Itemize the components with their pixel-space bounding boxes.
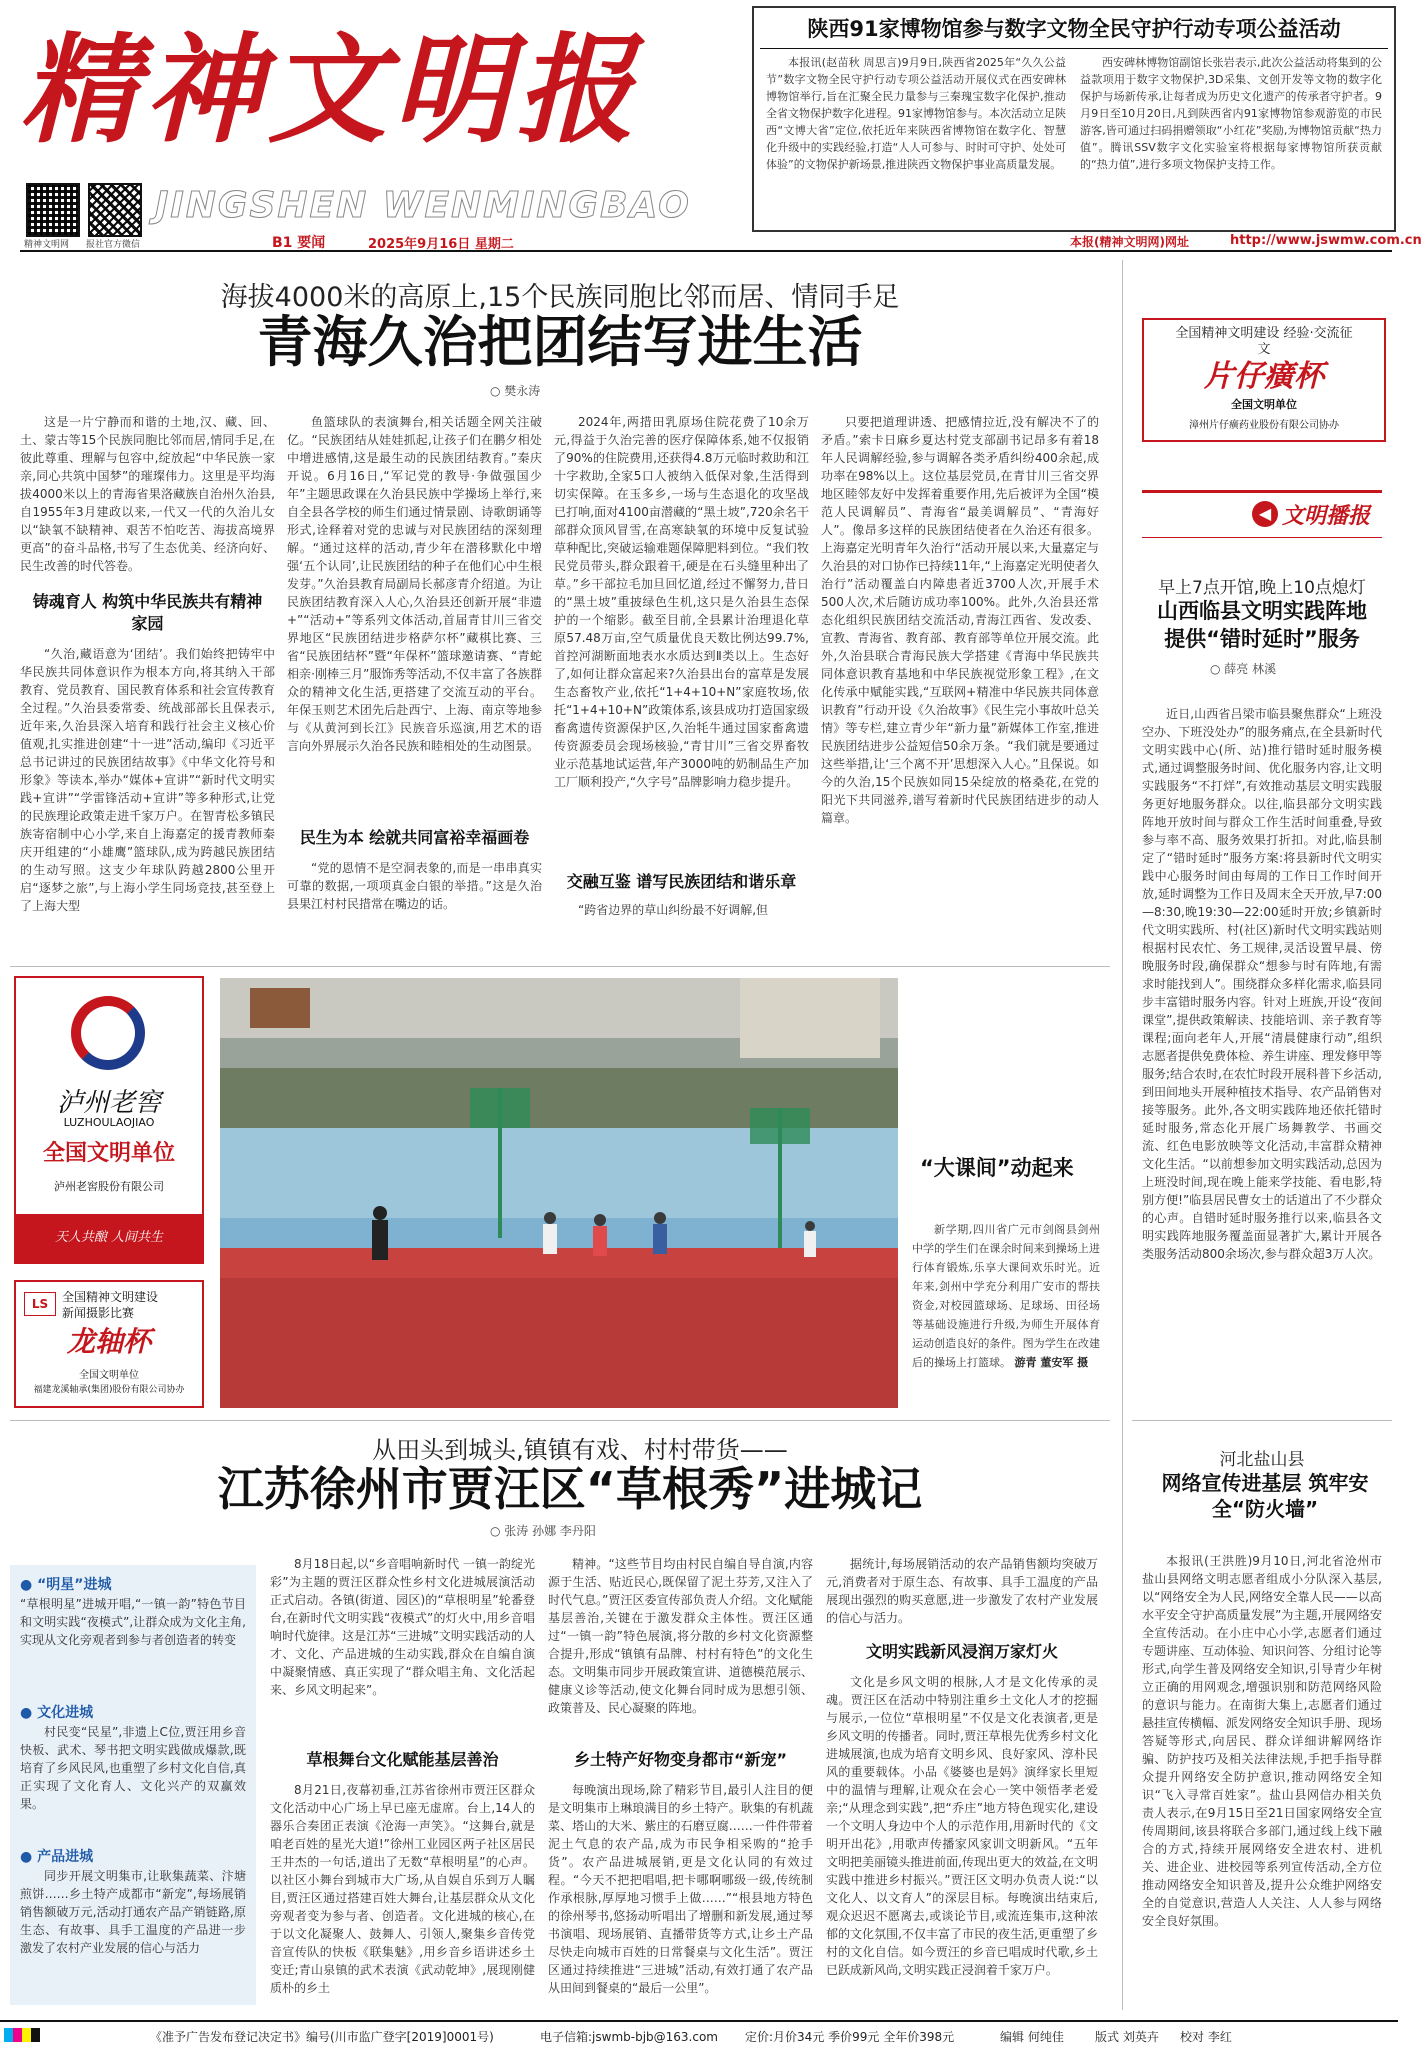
- qr-code-2[interactable]: [88, 183, 142, 237]
- photo-caption: [912, 1220, 1100, 1410]
- photo-credit: 游青 董安军 摄: [1014, 1356, 1089, 1369]
- pianzaihuang-name: 片仔癀杯: [1204, 359, 1324, 394]
- edition-bar: [20, 230, 1422, 252]
- second-kicker: 从田头到城头,镇镇有戏、村村带货——: [372, 1436, 788, 1464]
- website-url[interactable]: http://www.jswmw.com.cn: [1230, 233, 1422, 248]
- second-col-3: [826, 1555, 1098, 2015]
- lead-col3-para: 2024年,两措田乳原场住院花费了10余万元,得益于久治完善的医疗保障体系,她不仅报销了90%的住院费用,还获得4.8万元临时救助和江十字救助,全家5口人被纳入低保对象,生活得到切实保障。在玉多乡,一场与生态退化的攻坚战已打响,面对4100亩潜藏的“黑土坡”,720余名干部群众顶风冒雪,在高寒缺氧的环境中反复试验草种配比,突破运输难题保障肥料到位。“我们牧民党员带头,群众跟着干,硬是在石头缝里种出了草。”乡干部拉毛加旦回忆道,经过不懈努力,昔日的“黑土坡”重披绿色生机,这只是久治县生态保护的一个缩影。截至目前,全县累计治理退化草原57.48万亩,空气质量优良天数比例达99.7%,首控河湖断面地表水水质达到Ⅱ类以上。生态好了,如何让群众富起来?久治县出台的富草是发展生态畜牧产业,依托“1+4+10+N”家庭牧场,依托“1+4+10+N”政策体系,该县成功打造国家级畜禽遗传资源保护区,久治牦牛通过国家畜禽遗传资源委员会现场核验,“青甘川”三省交界畜牧业示范基地试运营,年产3000吨的奶制品生产加工厂顺利投产,“久字号”品牌影响力稳步提升。: [554, 415, 809, 789]
- sidebar-title-2: 文化进城: [37, 1705, 94, 1721]
- lead-col-1: [20, 413, 275, 953]
- qr-label-1: 精神文明网: [24, 240, 70, 250]
- lead-col3-subhead: 交融互鉴 谱写民族团结和谐乐章: [566, 872, 797, 891]
- footer-license: 《准予广告发布登记决定书》编号(川市监广登字[2019]0001号): [150, 2030, 494, 2044]
- story2-kicker: 河北盐山县: [1219, 1450, 1305, 1470]
- second-col-2: [548, 1555, 813, 2015]
- second-byline-text: 张涛 孙娜 李丹阳: [504, 1524, 596, 1538]
- sidebar-item-2-title: ● 文化进城: [20, 1705, 94, 1721]
- lead-byline: ○ 樊永涛: [490, 384, 541, 398]
- footer-price: 定价:月价34元 季价99元 全年价398元: [745, 2030, 955, 2044]
- second-byline: ○ 张涛 孙娜 李丹阳: [490, 1524, 596, 1538]
- story2-body: 本报讯(王洪胜)9月10日,河北省沧州市盐山县网络文明志愿者组成小分队深入基层,以“网络安全为人民,网络安全靠人民——以高水平安全守护高质量发展”为主题,开展网络安全宣传活动。在小庄中心小学,志愿者们通过专题讲座、互动体验、知识问答、分组讨论等形式,向学生普及网络安全知识,引导青少年树立正确的用网观念,增强识别和防范网络风险的意识与能力。在南街大集上,志愿者们通过悬挂宣传横幅、派发网络安全知识手册、现场答疑等形式,向居民、群众详细讲解网络诈骗、防护技巧及相关法律法规,手把手指导群众提升网络安全防护意识,推动网络安全知识“飞入寻常百姓家”。盐山县网信办相关负责人表示,在9月15日至21日国家网络安全宣传周期间,该县将联合多部门,通过线上线下融合的方式,持续开展网络安全进农村、进机关、进企业、进校园等系列宣传活动,全方位推动网络安全知识普及,提升公众维护网络安全的自觉意识,营造人人关注、人人参与网络安全良好氛围。: [1142, 1554, 1383, 1928]
- pianzaihuang-top: 全国精神文明建设 经验·交流征文: [1175, 326, 1353, 357]
- second-col-1: [270, 1555, 535, 2015]
- top-story-col2: 西安碑林博物馆副馆长张岩表示,此次公益活动将集到的公益款项用于数字文物保护,3D采集、文创开发等文物的数字化保护与场新传承,让每者成为历史文化遗产的传承者守护者。9月9日至10月20日,凡到陕西省内91家博物馆参观游览的市民游客,皆可通过扫码捐赠领取“小红花”奖励,为博物馆贡献“热力值”。腾讯SSV数字文化实验室将根据每家博物馆所获贡献的“热力值”,进行多项文物保护支持工作。: [1080, 56, 1382, 171]
- lead-col1-subhead: 铸魂育人 构筑中华民族共有精神家园: [32, 592, 263, 633]
- lead-col3-para2: “跨省边界的草山纠纷最不好调解,但: [578, 903, 769, 917]
- pianzaihuang-unit: 全国文明单位: [1231, 398, 1297, 411]
- photo-top-divider: [10, 966, 1110, 967]
- lead-col2-para: 鱼篮球队的表演舞台,相关话题全网关注破亿。“民族团结从娃娃抓起,让孩子们在鹏夕相处中增进感情,这是最生动的民族团结教育。”秦庆开说。6月16日,“军记党的教导·争做强国少年”主题思政课在久治县民族中学操场上举行,来自全县各学校的师生们通过情景剧、诗歌朗诵等形式,诠释着对党的忠诚与对民族团结的深刻理解。“通过这样的活动,青少年在潜移默化中增强‘五个认同’,让民族团结的种子在他们心中生根发芽。”久治县教育局副局长郝彦青介绍道。为让民族团结教育深入人心,久治县还创新开展“非遗+”“活动+”等系列文体活动,首届青甘川三省交界地区“民族团结进步格萨尔杯”藏棋比赛、三省“民族团结杯”暨“年保杯”篮球邀请赛、“青蛇相亲·刚棒三月”服饰秀等活动,不仅丰富了各族群众的精神文化生活,更搭建了交流互动的平台。年保玉则艺术团先后赴西宁、上海、南京等地参与《从黄河到长江》民族音乐巡演,用艺术的语言向外界展示久治各民族和睦相处的生动图景。: [287, 415, 542, 753]
- luzhou-logo: [71, 996, 145, 1070]
- lead-col-2: [287, 413, 542, 953]
- pianzaihuang-company: 漳州片仔癀药业股份有限公司协办: [1189, 420, 1339, 431]
- footer-proof: 校对 李红: [1180, 2030, 1232, 2044]
- longzhou-sub: 全国文明单位: [79, 1370, 139, 1381]
- lead-headline: 青海久治把团结写进生活: [257, 310, 863, 374]
- luzhou-company: 泸州老窖股份有限公司: [54, 1180, 164, 1193]
- wenming-banner: [1142, 490, 1382, 538]
- sidebar-item-2: [20, 1703, 246, 1813]
- edition-label: B1 要闻: [272, 235, 326, 251]
- photo-caption-text: 新学期,四川省广元市剑阁县剑州中学的学生们在课余时间来到操场上进行体育锻炼,乐享大课间欢乐时光。近年来,剑州中学充分利用广安市的帮扶资金,对校园篮球场、足球场、田径场等基础设施进行升级,为师生开展体育运动创造良好的条件。图为学生在改建后的操场上打篮球。: [912, 1223, 1100, 1369]
- lead-right-divider: [1122, 260, 1123, 2010]
- top-story-box: [752, 6, 1396, 232]
- sidebar-item-3-text: 同步开展文明集市,让耿集蔬菜、汴塘煎饼……乡土特产成都市“新宠”,每场展销销售额破万元,活动打通农产品产销链路,原生态、有故事、具手工温度的产品进一步激发了农村产业发展的信心与活力: [20, 1869, 246, 1955]
- story1-headline: 山西临县文明实践阵地提供“错时延时”服务: [1157, 599, 1367, 651]
- news-photo: [220, 978, 898, 1408]
- longzhou-name: 龙轴杯: [66, 1325, 151, 1358]
- second-col2-subhead: 乡土特产好物变身都市“新宠”: [573, 1750, 788, 1769]
- masthead: [20, 15, 750, 265]
- lead-col-3: [554, 413, 809, 953]
- lead-col-4: [821, 413, 1099, 953]
- story1-kicker: 早上7点开馆,晚上10点熄灯: [1158, 578, 1366, 598]
- luzhou-brand-en: LUZHOULAOJIAO: [63, 1116, 155, 1129]
- second-col3-subhead: 文明实践新风浸润万家灯火: [865, 1642, 1058, 1661]
- footer-bar: [0, 2020, 1398, 2050]
- lead-byline-text: 樊永涛: [504, 384, 541, 398]
- website-label: 本报(精神文明网)网址: [1070, 235, 1189, 249]
- top-story-title: 陕西91家博物馆参与数字文物全民守护行动专项公益活动: [807, 17, 1341, 41]
- longzhou-ad[interactable]: [14, 1280, 204, 1408]
- footer-layout: 版式 刘英卉: [1095, 2030, 1159, 2044]
- second-headline: 江苏徐州市贾汪区“草根秀”进城记: [217, 1462, 923, 1516]
- second-col3-para2: 文化是乡风文明的根脉,人才是文化传承的灵魂。贾汪区在活动中特别注重乡土文化人才的挖掘与展示,一位位“草根明星”不仅是文化表演者,更是乡风文明的传播者。同时,贾汪草根先优秀乡村文化进城展演,也成为培育文明乡风、良好家风、淳朴民风的重要载体。小品《婆婆也是妈》演绎家长里短中的温情与理解,让观众在会心一笑中领悟孝老爱亲;“从理念到实践”,把“乔庄”地方特色现实化,建设一个文明人身边中个人的示范作用,用新时代的《文明开出花》,用歌声传播家风家训文明新风。“五年文明把美丽镜头推进前面,传现出更大的效益,在文明实践中推进乡村振兴。”贾汪区文明办负责人说:“以文化人、以文育人”的深层目标。每晚演出结束后,观众迟迟不愿离去,或谈论节目,或流连集市,这种浓郁的文化氛围,不仅丰富了市民的夜生活,更重塑了乡村的文化自信。如今贾汪的乡音已唱成时代歌,乡土已跃成新风尚,文明实践正浸润着千家万户。: [826, 1675, 1098, 1977]
- footer-email: 电子信箱:jswmb-bjb@163.com: [540, 2030, 718, 2044]
- longzhou-top2: 新闻摄影比赛: [62, 1306, 135, 1320]
- sidebar-title-1: “明星”进城: [37, 1577, 112, 1593]
- masthead-title: 精神文明报: [20, 20, 641, 159]
- lead-col4-para: 只要把道理讲透、把感情拉近,没有解决不了的矛盾。”索卡日麻乡夏达村党支部副书记昂多有着18年人民调解经验,参与调解各类矛盾纠纷400余起,成功率在98%以上。这位基层党员,在青甘川三省交界地区睦邻友好中发挥着重要作用,先后被评为全国“模范人民调解员”、青海省“最美调解员”、“青海好人”。像昂多这样的民族团结使者在久治还有很多。上海嘉定光明青年久治行“活动开展以来,大量嘉定与久治县的对口协作已持续11年,“上海嘉定光明使者久治行”活动覆盖白内障患者近3700人次,开展手术500人次,术后随访成功率100%。此外,久治县还常态化组织民族团结交流活动,青海江西省、发改委、宣教、青海省、教育部、教育部等单位开展交流。此外,久治县联合青海民族大学搭建《青海中华民族共同体意识教育基地和中华民族视觉形象工程》,在文化传承中赋能实践,“互联网+精准中华民族共同体意识教育”行动开设《久治故事》《民生完小事故叶总关情》等专栏,建立青少年“新力量”新媒体工作室,推进民族团结进步公益短信50余万条。“我们就是要通过这些举措,让‘三个离不开’思想深入人心。”且保说。如今的久治,15个民族如同15朵绽放的格桑花,在党的阳光下共同滋养,谱写着新时代民族团结进步的动人篇章。: [821, 415, 1099, 825]
- story2-headline: 网络宣传进基层 筑牢安全“防火墙”: [1161, 1471, 1369, 1521]
- longzhou-company: 福建龙溪轴承(集团)股份有限公司协办: [33, 1385, 185, 1395]
- pianzaihuang-ad[interactable]: [1142, 318, 1386, 442]
- right-col-divider: [1132, 1420, 1392, 1421]
- edition-date: 2025年9月16日 星期二: [368, 237, 514, 252]
- lead-col2-subhead: 民生为本 绘就共同富裕幸福画卷: [299, 828, 530, 847]
- qr-code-1[interactable]: [26, 183, 80, 237]
- lead-col1-para: 这是一片宁静而和谐的土地,汉、藏、回、土、蒙古等15个民族同胞比邻而居,情同手足,在彼此尊重、理解与包容中,绽放起“中华民族一家亲,同心共筑中国梦”的璀璨伟力。这里是平均海拔4000米以上的青海省果洛藏族自治州久治县,自1955年3月建政以来,一代又一代的久治儿女以“缺氧不缺精神、艰苦不怕吃苦、海拔高境界更高”的奋斗品格,书写了生态优美、经济向好、民生改善的时代答卷。: [20, 415, 275, 573]
- longzhou-logo: LS: [24, 1292, 56, 1316]
- second-col2-para2: 每晚演出现场,除了精彩节目,最引人注目的便是文明集市上琳琅满目的乡土特产。耿集的有机蔬菜、塔山的大米、紫庄的石磨豆腐……一件件带着泥土气息的农产品,成为市民争相采购的“抢手货”。农产品进城展销,更是文化认同的有效过程。“今天不把把唱唱,把卡哪啊哪级一级,传统制作承根脉,厚厚地习惯手上做……”“根县地方特色的徐州琴书,悠扬动听唱出了增删和新发展,通过琴书演唱、现场展销、直播带货等方式,让乡土产品尽快走向城市百姓的日常餐桌与文化生活”。贾汪区通过持续推进“三进城”活动,有效打通了农产品从田间到餐桌的“最后一公里”。: [548, 1783, 813, 1995]
- story1-byline: ○ 薛亮 林溪: [1210, 662, 1277, 676]
- lead-col1-para2: “久治,藏语意为‘团结’。我们始终把铸牢中华民族共同体意识作为根本方向,将其纳入干部教育、党员教育、国民教育体系和社会宣传教育全过程。”久治县委常委、统战部部长且保表示,近年来,久治县深入培育和践行社会主义核心价值观,扎实推进创建“十一进”活动,编印《习近平总书记讲过的民族团结故事》《中华文化符号和形象》等读本,举办“媒体+宣讲”“新时代文明实践+宣讲”“学雷锋活动+宣讲”等多种形式,让党的民族理论政策走进千家万户。在智青松多镇民族寄宿制中心小学,来自上海嘉定的援青教师秦庆开组建的“小雄鹰”篮球队,成为跨越民族团结的生动写照。这支少年球队跨越2800公里开启“逐梦之旅”,与上海小学生同场竞技,甚至登上了上海大型: [20, 647, 275, 913]
- qr-label-2: 报社官方微信: [86, 240, 141, 250]
- longzhou-top1: 全国精神文明建设: [62, 1290, 159, 1304]
- sidebar-item-1: [20, 1575, 246, 1649]
- basketball-court-photo: [220, 978, 898, 1408]
- second-col1-subhead: 草根舞台文化赋能基层善治: [306, 1750, 499, 1769]
- top-story-col1: 本报讯(赵苗秋 周思言)9月9日,陕西省2025年“久久公益节”数字文物全民守护行动专项公益活动开展仪式在西安碑林博物馆举行,旨在汇聚全民力量参与三秦瑰宝数字化保护,推动全省文物保护数字化进程。91家博物馆参与。本次活动立足陕西“文博大省”定位,依托近年来陕西省博物馆在数字化、智慧化升级中的实践经验,打造“人人可参与、时时可守护、处处可体验”的文物保护新场景,推进陕西文物保护事业高质量发展。: [766, 56, 1066, 171]
- lead-col2-para2: “党的恩情不是空洞表象的,而是一串串真实可靠的数据,一项项真金白银的举措。”这是久治县果江村村民措常在嘴边的话。: [287, 861, 542, 911]
- divider: [760, 48, 1388, 49]
- sidebar-title-3: 产品进城: [37, 1849, 94, 1865]
- sidebar-item-3: [20, 1847, 246, 1957]
- color-marks: [4, 2028, 40, 2042]
- sidebar-item-3-title: ● 产品进城: [20, 1849, 94, 1865]
- luzhou-ad[interactable]: [14, 976, 204, 1264]
- megaphone-icon: ◀: [1252, 501, 1278, 527]
- lead-kicker: 海拔4000米的高原上,15个民族同胞比邻而居、情同手足: [220, 282, 900, 313]
- story1-body: 近日,山西省吕梁市临县聚焦群众“上班没空办、下班没处办”的服务痛点,在全县新时代文明实践中心(所、站)推行错时延时服务模式,通过调整服务时间、优化服务内容,让文明实践服务“不打烊”,有效推动基层文明实践服务更好地服务群众。以往,临县部分文明实践阵地开放时间与群众工作生活时间重叠,导致参与率不高、服务效果打折扣。对此,临县制定了“错时延时”服务方案:将县新时代文明实践中心服务时间由每周的工作日工作时间开放,延时调整为工作日及周末全天开放,早7:00—8:30,晚19:30—22:00延时开放;乡镇新时代文明实践所、村(社区)新时代文明实践站则根据村民农忙、务工规律,灵活设置早晨、傍晚服务时段,确保群众“想参与时有阵地,有需求时能找到人”。围绕群众多样化需求,临县同步丰富错时服务内容。针对上班族,开设“夜间课堂”,提供政策解读、技能培训、亲子教育等课程;面向老年人,开展“清晨健康行动”,组织志愿者提供免费体检、养生讲座、理发修甲等服务;结合农时,在农忙时段开展科普下乡活动,到田间地头开展种植技术指导、农产品销售对接等服务。此外,各文明实践阵地还依托错时延时服务,常态化开展广场舞教学、书画交流、红色电影放映等文化活动,丰富群众精神文化生活。“以前想参加文明实践活动,总因为上班没时间,现在晚上能来学技能、看电影,特别方便!”临县居民曹女士的话道出了不少群众的心声。自错时延时服务推行以来,临县各文明实践阵地服务覆盖面显著扩大,累计开展各类服务活动800余场次,参与群众超3万人次。: [1142, 707, 1383, 1261]
- second-col2-para: 精神。“这些节目均由村民自编自导自演,内容源于生活、贴近民心,既保留了泥土芬芳,又注入了时代气息。”贾汪区委宣传部负责人介绍。文化赋能基层善治,关键在于激发群众主体性。贾汪区通过“一镇一韵”特色展演,将分散的乡村文化资源整合提升,形成“镇镇有品牌、村村有特色”的文化生态。文明集市同步开展政策宣讲、道德模范展示、健康义诊等活动,使文化舞台同时成为思想引领、政策普及、民心凝聚的阵地。: [548, 1557, 813, 1715]
- second-col3-para: 据统计,每场展销活动的农产品销售额均突破万元,消费者对于原生态、有故事、具手工温度的产品展现出强烈的购买意愿,进一步激发了农村产业发展的信心与活力。: [826, 1557, 1098, 1625]
- photo-title: “大课间”动起来: [920, 1156, 1074, 1180]
- second-col1-para: 8月18日起,以“乡音唱响新时代 一镇一韵绽光彩”为主题的贾汪区群众性乡村文化进城展演活动正式启动。各镇(街道、园区)的“草根明星”轮番登台,在新时代文明实践“夜模式”的灯火中,用乡音唱响时代旋律。这是江苏“三进城”文明实践活动的人才、文化、产品进城的生动实践,群众在自编自演中凝聚情感、真正实现了“群众唱主角、文化活起来、乡风文明起来”。: [270, 1557, 535, 1697]
- sidebar-item-1-title: ● “明星”进城: [20, 1577, 112, 1593]
- wenming-banner-label: 文明播报: [1282, 503, 1371, 529]
- footer-editor: 编辑 何纯佳: [1000, 2030, 1064, 2044]
- masthead-pinyin: JINGSHEN WENMINGBAO: [155, 185, 691, 226]
- luzhou-brand: 泸州老窖: [56, 1088, 161, 1118]
- edition-bar-rule: [20, 250, 1392, 252]
- second-sidebar: [10, 1565, 256, 2005]
- photo-bottom-divider: [10, 1420, 1110, 1421]
- luzhou-award: 全国文明单位: [42, 1141, 175, 1166]
- sidebar-item-2-text: 村民变“民星”,非遗上C位,贾汪用乡音快板、武术、琴书把文明实践做成爆款,既培育了乡风民风,也重塑了乡村文化自信,真正实现了文化育人、文化兴产的双赢效果。: [20, 1725, 246, 1811]
- luzhou-slogan: 天人共酿 人间共生: [16, 1214, 202, 1262]
- sidebar-item-1-text: “草根明星”进城开唱,“一镇一韵”特色节目和文明实践“夜模式”,让群众成为文化主角,实现从文化旁观者到参与者创造者的转变: [20, 1597, 246, 1647]
- story1-byline-text: 薛亮 林溪: [1224, 662, 1277, 676]
- second-col1-para2: 8月21日,夜幕初垂,江苏省徐州市贾汪区群众文化活动中心广场上早已座无虚席。台上,14人的器乐合奏团正表演《沧海一声笑》。“这舞台,就是咱老百姓的星光大道!”徐州工业园区两子社区居民王井杰的一句话,道出了无数“草根明星”的心声。以社区小舞台到城市大广场,从自娱自乐到万人瞩目,贾汪区通过搭建百姓大舞台,让基层群众从文化旁观者变为参与者、创造者。文化进城的核心,在于以文化凝聚人、鼓舞人、引领人,聚集乡音传党音宣传队的快板《联集魅》,用乡音乡语讲述乡土变迁;青山泉镇的武术表演《武动乾坤》,展现刚健质朴的乡土: [270, 1783, 535, 1995]
